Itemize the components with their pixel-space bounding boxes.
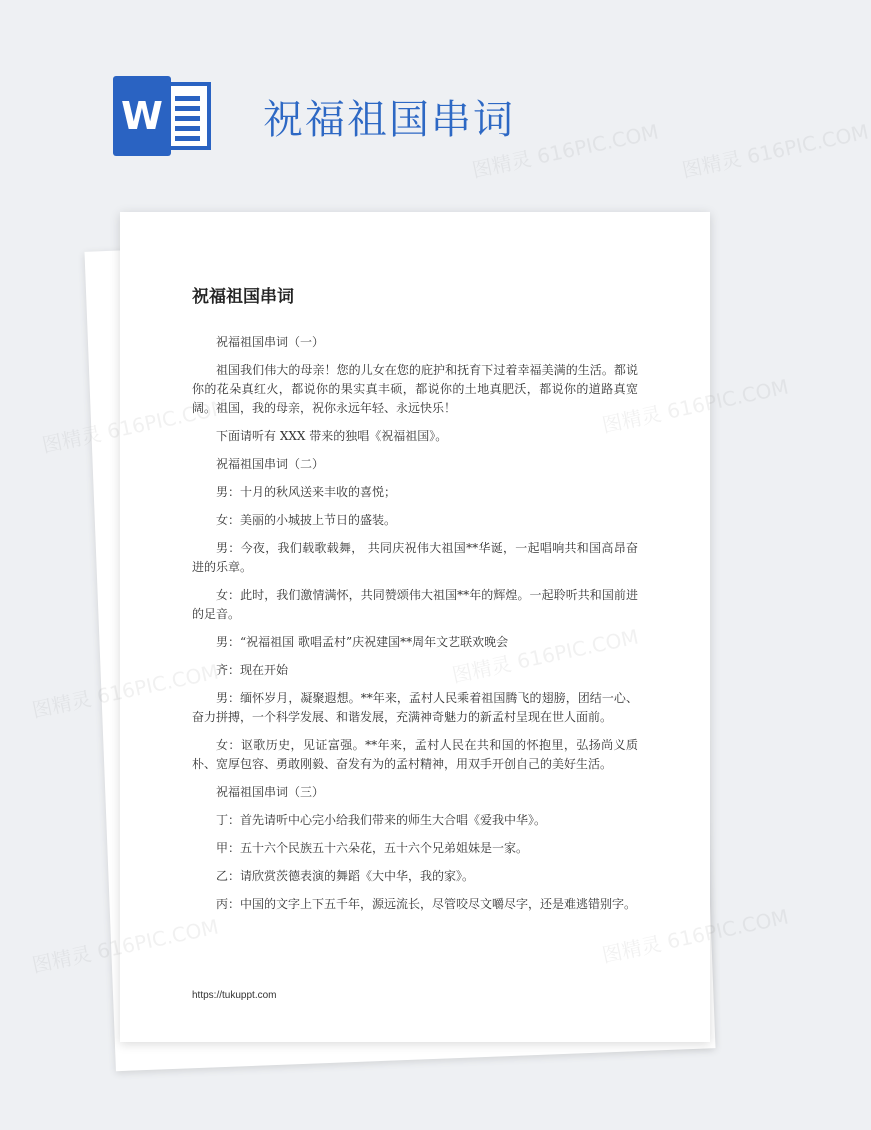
document-title: 祝福祖国串词 [192, 287, 294, 307]
paragraph: 男：“祝福祖国 歌唱孟村”庆祝建国**周年文艺联欢晚会 [216, 635, 509, 649]
header [0, 0, 800, 190]
word-document-icon [113, 76, 213, 156]
paragraph: 甲：五十六个民族五十六朵花，五十六个兄弟姐妹是一家。 [216, 841, 529, 855]
word-logo-letter: W [113, 76, 171, 156]
header-title: 祝福祖国串词 [263, 97, 515, 143]
paragraph: 丙：中国的文字上下五千年，源远流长，尽管咬尽文嚼尽字，还是难逃错别字。 [216, 897, 637, 911]
source-link[interactable]: https://tukuppt.com [192, 990, 277, 1001]
paragraph: 祝福祖国串词（二） [216, 457, 325, 471]
paragraph: 男：十月的秋风送来丰收的喜悦； [216, 485, 397, 499]
paragraph: 女：此时，我们激情满怀，共同赞颂伟大祖国**年的辉煌。一起聆听共和国前进的足音。 [192, 588, 638, 621]
paragraph: 女：讴歌历史，见证富强。**年来，孟村人民在共和国的怀抱里，弘扬尚义质朴、宽厚包容、勇敢刚毅、奋发有为的孟村精神，用双手开创自己的美好生活。 [192, 738, 638, 771]
paragraph: 男：今夜，我们载歌载舞， 共同庆祝伟大祖国**华诞，一起唱响共和国高昂奋进的乐章。 [192, 541, 638, 574]
paragraph: 男：缅怀岁月，凝聚遐想。**年来，孟村人民乘着祖国腾飞的翅膀，团结一心、奋力拼搏，一个科学发展、和谐发展，充满神奇魅力的新孟村呈现在世人面前。 [192, 691, 638, 724]
watermark-text: 616PIC.COM [664, 374, 791, 424]
paragraph: 齐：现在开始 [216, 663, 289, 677]
watermark-text: 图精灵 616PIC.COM [469, 119, 661, 183]
paragraph: 下面请听有 XXX 带来的独唱《祝福祖国》。 [216, 429, 448, 443]
watermark-text: 图精灵 [39, 421, 104, 458]
document-page [120, 212, 710, 1042]
watermark-text: 图精灵 [29, 941, 94, 978]
watermark-text: 图精灵 [29, 686, 94, 723]
paragraph: 祖国我们伟大的母亲！您的儿女在您的庇护和抚育下过着幸福美满的生活。都说你的花朵真红火，都说你的果实真丰硕，都说你的土地真肥沃，都说你的道路真宽阔。祖国，我的母亲，祝你永远年轻、永远快乐！ [192, 363, 638, 415]
paragraph: 女：美丽的小城披上节日的盛装。 [216, 513, 397, 527]
watermark-text: 616PIC.COM [664, 904, 791, 954]
paragraph: 祝福祖国串词（一） [216, 335, 325, 349]
watermark-text: 图精灵 616PIC.COM [679, 119, 871, 183]
paragraph: 祝福祖国串词（三） [216, 785, 325, 799]
paragraph: 乙：请欣赏茨德表演的舞蹈《大中华，我的家》。 [216, 869, 475, 883]
paragraph: 丁：首先请听中心完小给我们带来的师生大合唱《爱我中华》。 [216, 813, 547, 827]
